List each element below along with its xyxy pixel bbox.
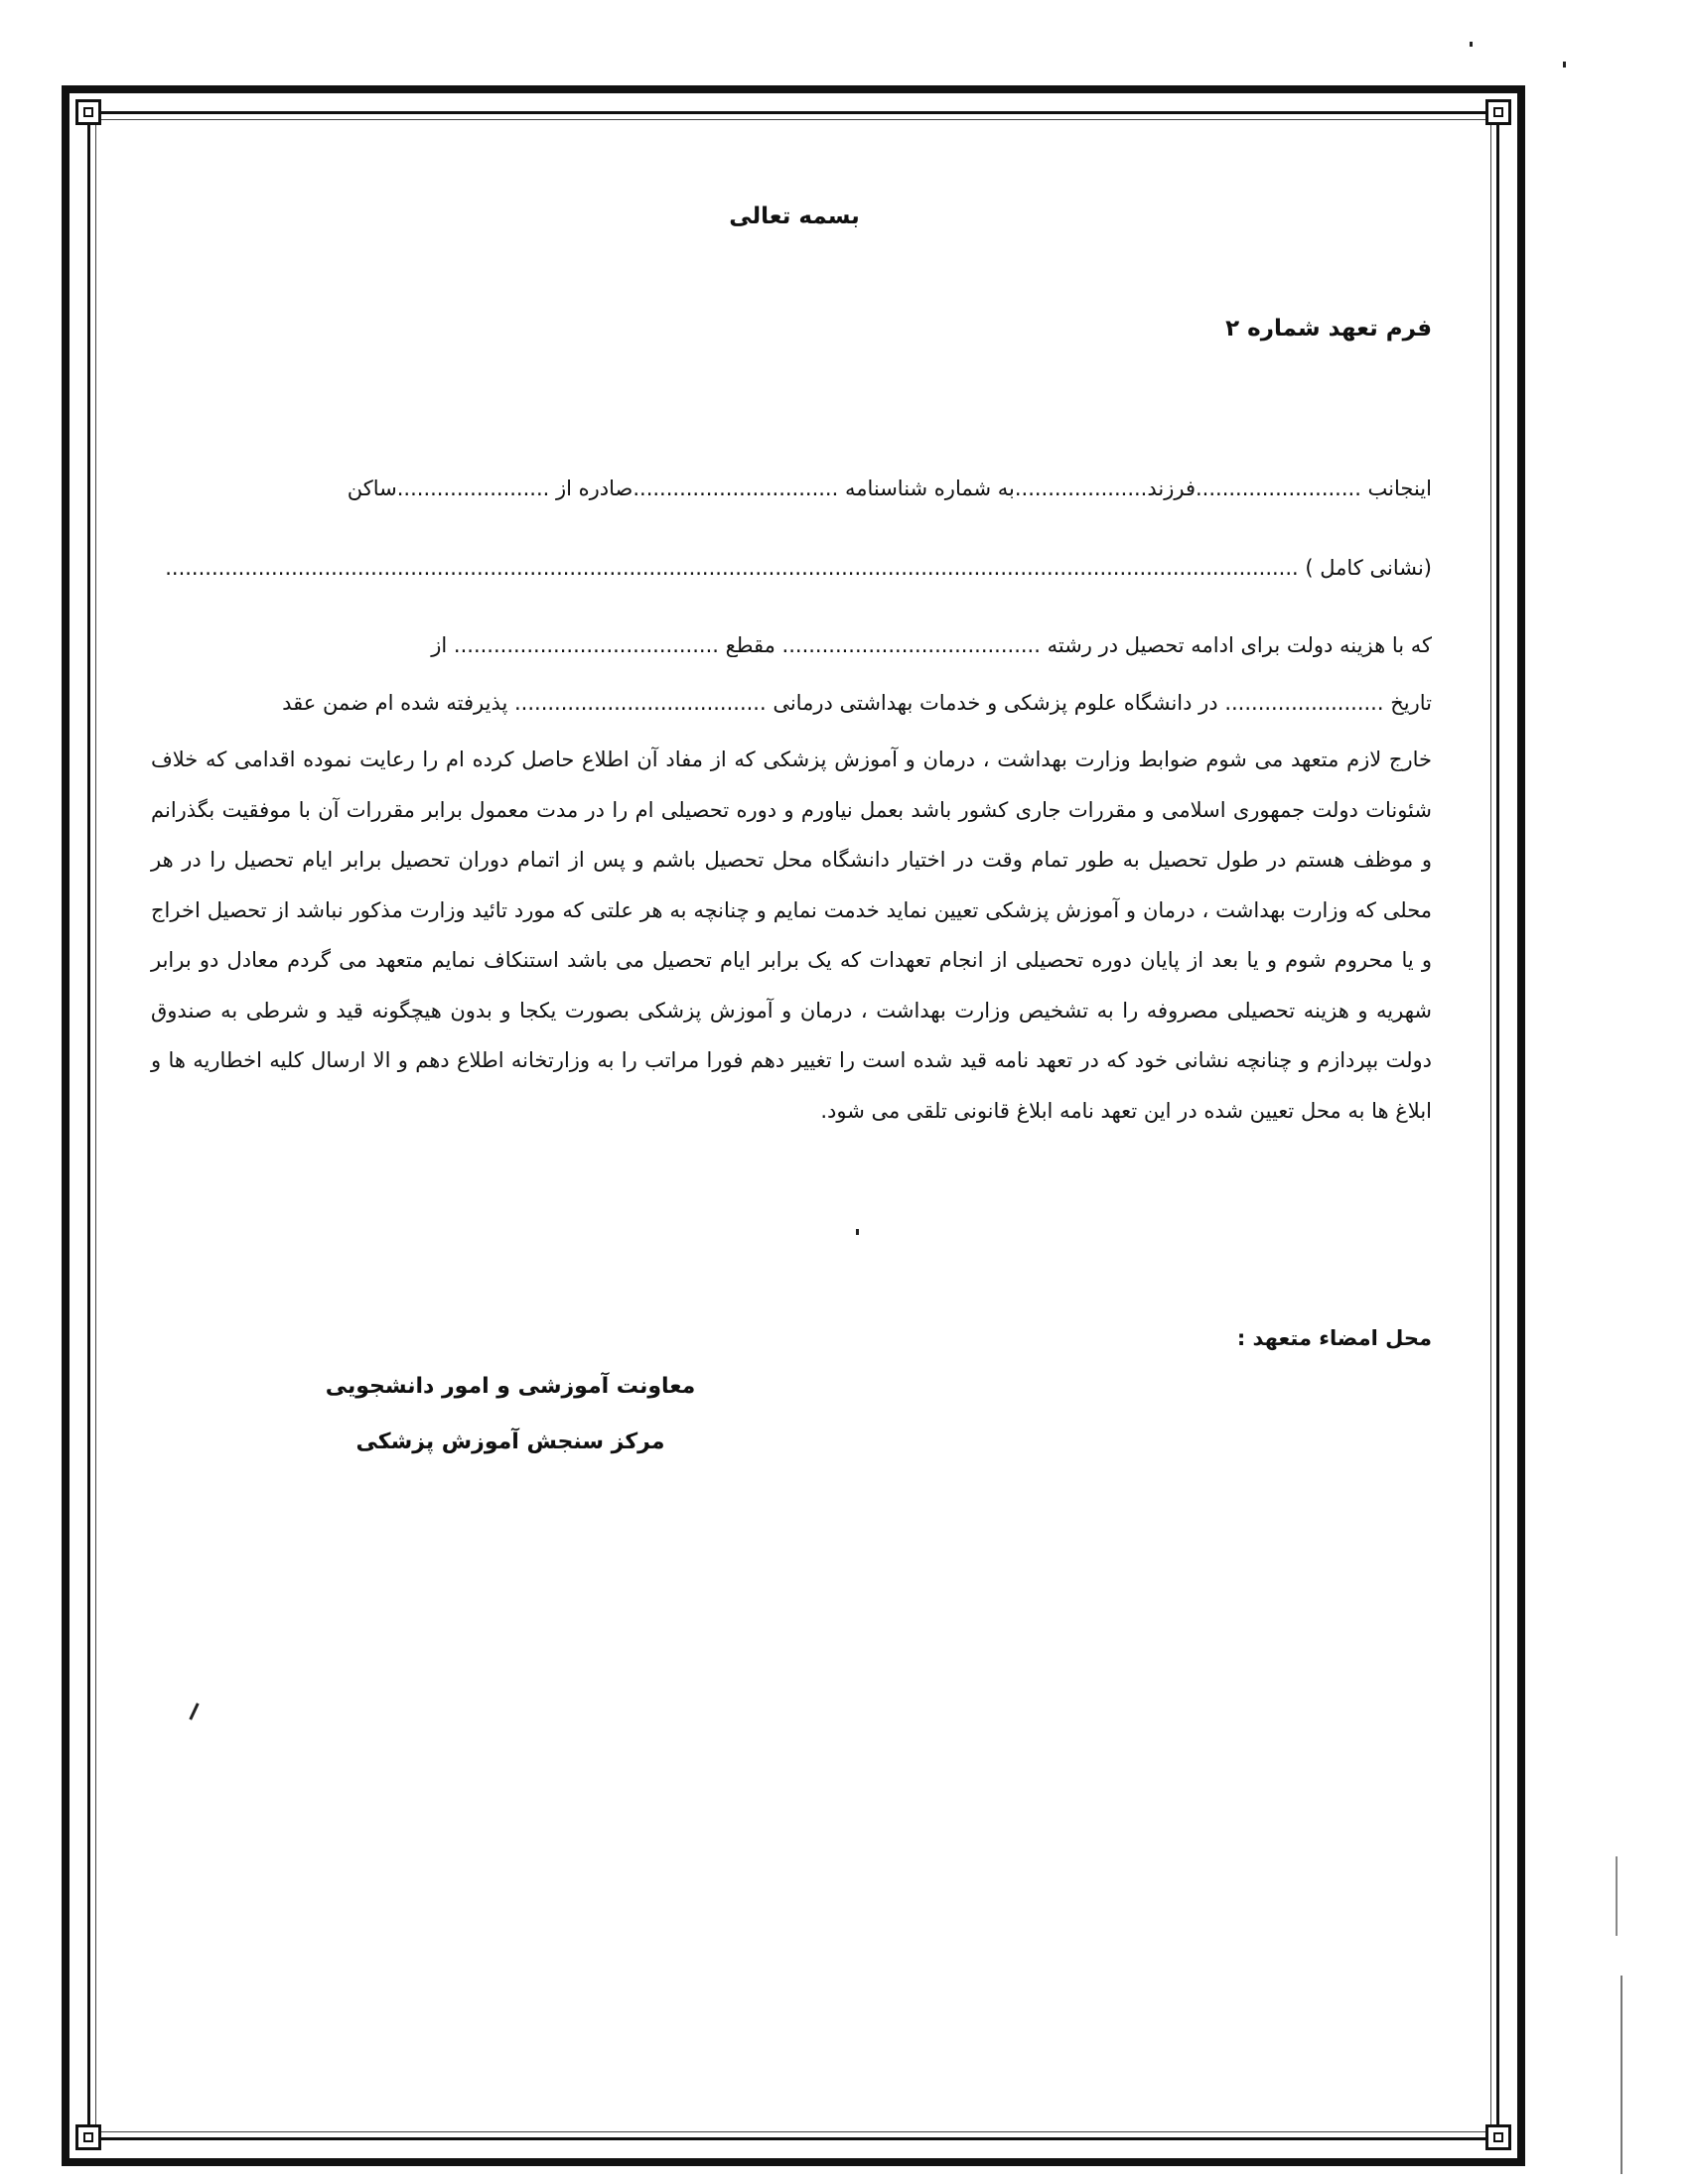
border-corner-ornament <box>1485 2124 1511 2150</box>
scan-edge-mark <box>1621 1976 1622 2174</box>
issuer-office-line: معاونت آموزشی و امور دانشجویی <box>325 1374 696 1399</box>
scan-speck <box>856 1229 859 1235</box>
border-corner-ornament <box>75 99 101 125</box>
scan-speck <box>1563 62 1566 68</box>
issuer-center-line: مرکز سنجش آموزش پزشکی <box>355 1430 665 1454</box>
scan-edge-mark <box>1616 1856 1618 1936</box>
field-line-address: (نشانی کامل ) ........................................................................................................................................................................... <box>165 556 1432 580</box>
invocation-heading: بسمه تعالی <box>729 204 860 229</box>
commitment-paragraph: خارج لازم متعهد می شوم ضوابط وزارت بهداشت ، درمان و آموزش پزشکی که از مفاد آن اطلاع حاصل کرده ام را رعایت نموده اقدامی که خلاف شئونات دولت جمهوری اسلامی و مقررات جاری کشور باشد بعمل نیاورم و دوره تحصیلی ام را در مدت معمول برابر مقررات آن با موفقیت بگذرانم و موظف هستم در طول تحصیل به طور تمام وقت در اختیار دانشگاه محل تحصیل باشم و پس از اتمام دوران تحصیل برابر ایام تحصیل را در هر محلی که وزارت بهداشت ، درمان و آموزش پزشکی تعیین نماید خدمت نمایم و چنانچه به هر علتی که مورد تائید وزارت مذکور نباشد از تحصیل اخراج و یا محروم شوم و یا بعد از پایان دوره تحصیلی از انجام تعهدات که یک برابر ایام تحصیل می باشد استنکاف نمایم متعهد می گردم معادل دو برابر شهریه و هزینه تحصیلی مصروفه را به تشخیص وزارت بهداشت ، درمان و آموزش پزشکی بصورت یکجا و بدون هیچگونه قید و شرطی به صندوق دولت بپردازم و چنانچه نشانی خود که در تعهد نامه قید شده است را تغییر دهم فورا مراتب را به وزارتخانه اطلاع دهم و الا ارسال کلیه اخطاریه ها و ابلاغ ها به محل تعیین شده در این تعهد نامه ابلاغ قانونی تلقی می شود. <box>151 748 1432 1123</box>
scan-speck <box>1470 42 1473 47</box>
field-line-admission: تاریخ ........................ در دانشگاه علوم پزشکی و خدمات بهداشتی درمانی ...................................... پذیرفته شده ام ضمن عقد <box>282 691 1432 715</box>
border-corner-ornament <box>75 2124 101 2150</box>
border-corner-ornament <box>1485 99 1511 125</box>
signature-place-label: محل امضاء متعهد : <box>1236 1326 1432 1350</box>
form-title: فرم تعهد شماره ۲ <box>1225 316 1432 341</box>
field-line-identity: اینجانب .........................فرزند....................به شماره شناسنامه ...............................صادره از .......................ساکن <box>347 477 1432 500</box>
field-line-field-of-study: که با هزینه دولت برای ادامه تحصیل در رشته ....................................... مقطع ........................................ از <box>431 633 1432 657</box>
